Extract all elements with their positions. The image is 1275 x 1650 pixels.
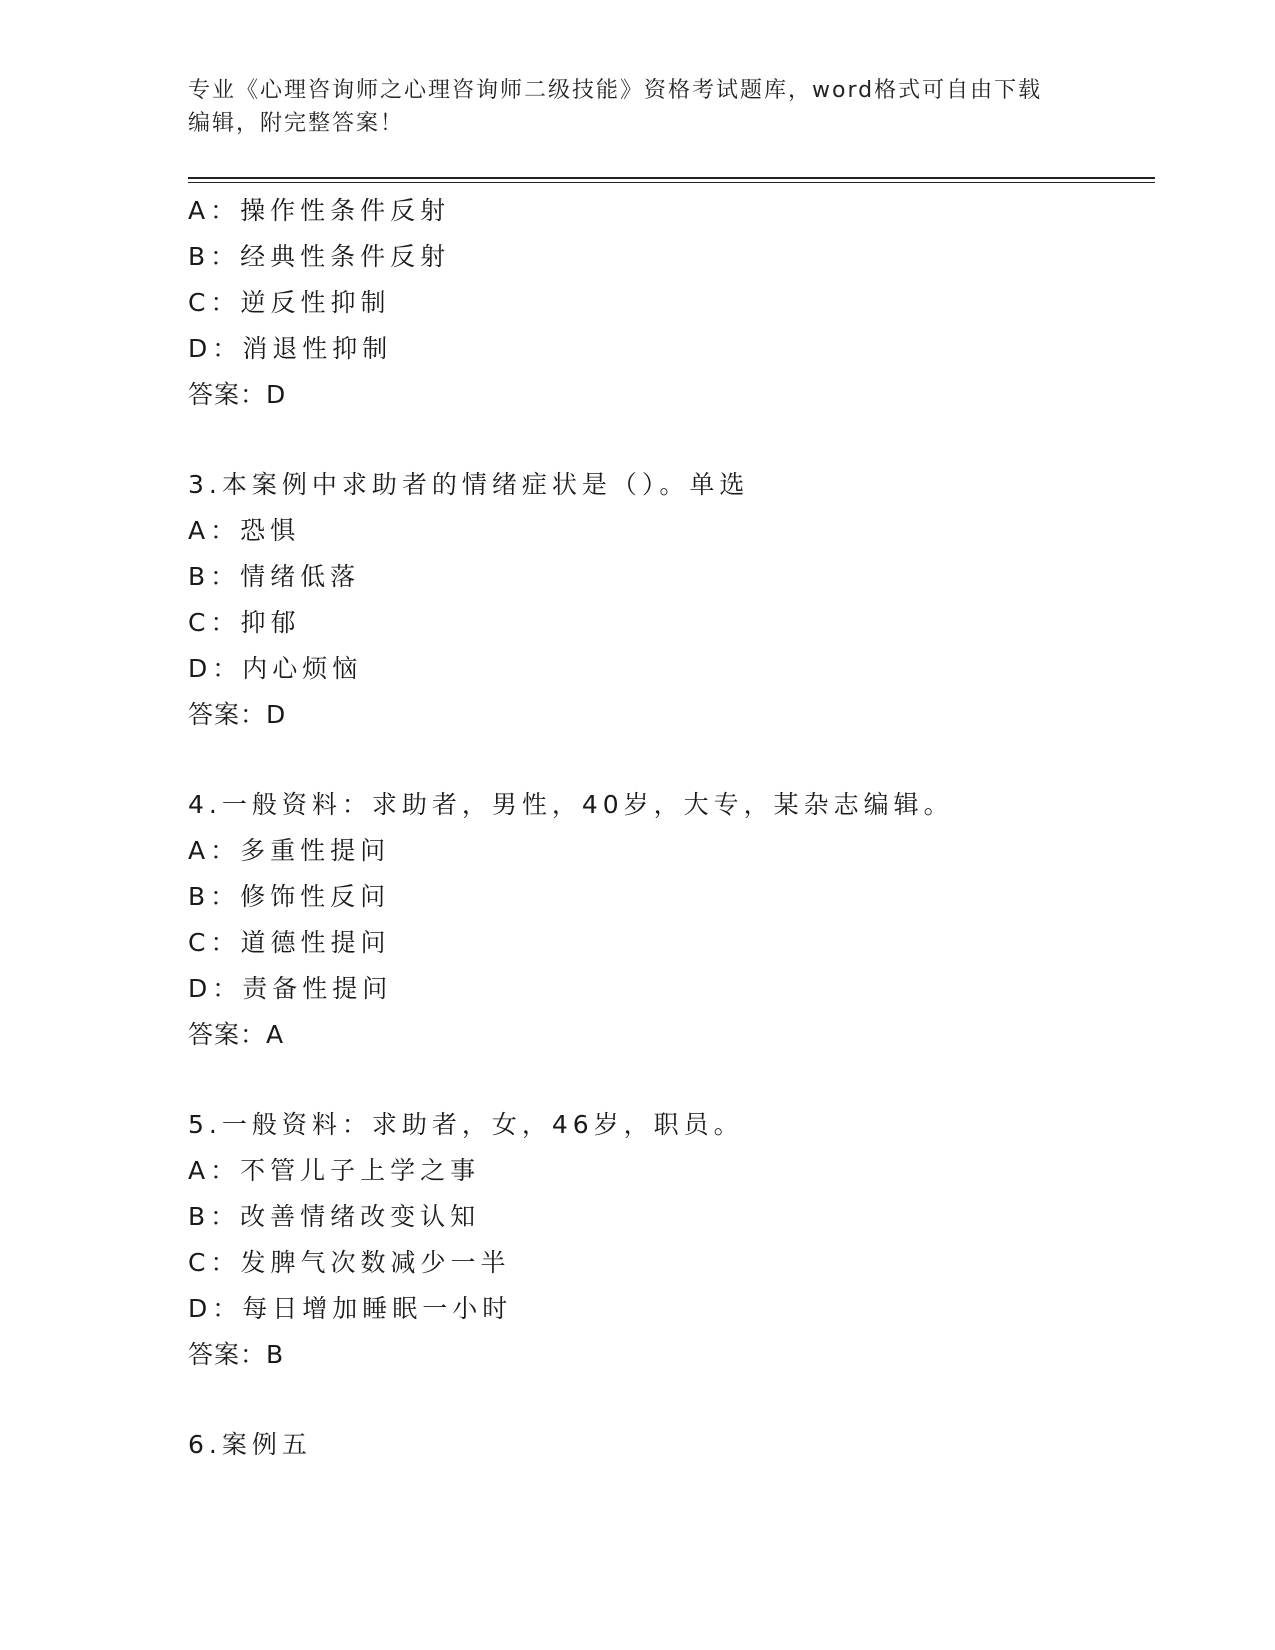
header-divider-thick (188, 177, 1155, 179)
header-line-2: 编辑，附完整答案！ (188, 111, 405, 136)
header-line-1: 专业《心理咨询师之心理咨询师二级技能》资格考试题库，word格式可自由下载 (188, 78, 1043, 103)
answer-line: 答案：A (188, 1020, 285, 1049)
question-6 (188, 1422, 1148, 1468)
answer-line: 答案：B (188, 1340, 285, 1369)
spacer (188, 1058, 1148, 1102)
option-b: B：经典性条件反射 (188, 242, 451, 271)
option-d: D：内心烦恼 (188, 654, 363, 683)
question-block-continued (188, 188, 1148, 418)
option-c: C：抑郁 (188, 608, 301, 637)
option-a: A：多重性提问 (188, 836, 391, 865)
option-d: D：责备性提问 (188, 974, 393, 1003)
option-a: A：操作性条件反射 (188, 196, 451, 225)
spacer (188, 1378, 1148, 1422)
option-a: A：恐惧 (188, 516, 301, 545)
question-4 (188, 782, 1148, 1058)
answer-line: 答案：D (188, 700, 287, 729)
question-stem: 5.一般资料：求助者，女，46岁，职员。 (188, 1110, 744, 1139)
answer-line: 答案：D (188, 380, 287, 409)
question-3 (188, 462, 1148, 738)
question-5 (188, 1102, 1148, 1378)
spacer (188, 418, 1148, 462)
option-b: B：改善情绪改变认知 (188, 1202, 481, 1231)
option-b: B：修饰性反问 (188, 882, 391, 911)
option-c: C：逆反性抑制 (188, 288, 391, 317)
document-header (188, 74, 1088, 140)
option-b: B：情绪低落 (188, 562, 361, 591)
option-c: C：道德性提问 (188, 928, 391, 957)
spacer (188, 738, 1148, 782)
option-a: A：不管儿子上学之事 (188, 1156, 481, 1185)
option-d: D：消退性抑制 (188, 334, 393, 363)
question-list (188, 188, 1148, 1468)
option-d: D：每日增加睡眠一小时 (188, 1294, 513, 1323)
question-stem: 4.一般资料：求助者，男性，40岁，大专，某杂志编辑。 (188, 790, 954, 819)
question-stem: 6.案例五 (188, 1430, 312, 1459)
question-stem: 3.本案例中求助者的情绪症状是（）。单选 (188, 470, 750, 499)
header-divider-thin (188, 182, 1155, 183)
option-c: C：发脾气次数减少一半 (188, 1248, 511, 1277)
